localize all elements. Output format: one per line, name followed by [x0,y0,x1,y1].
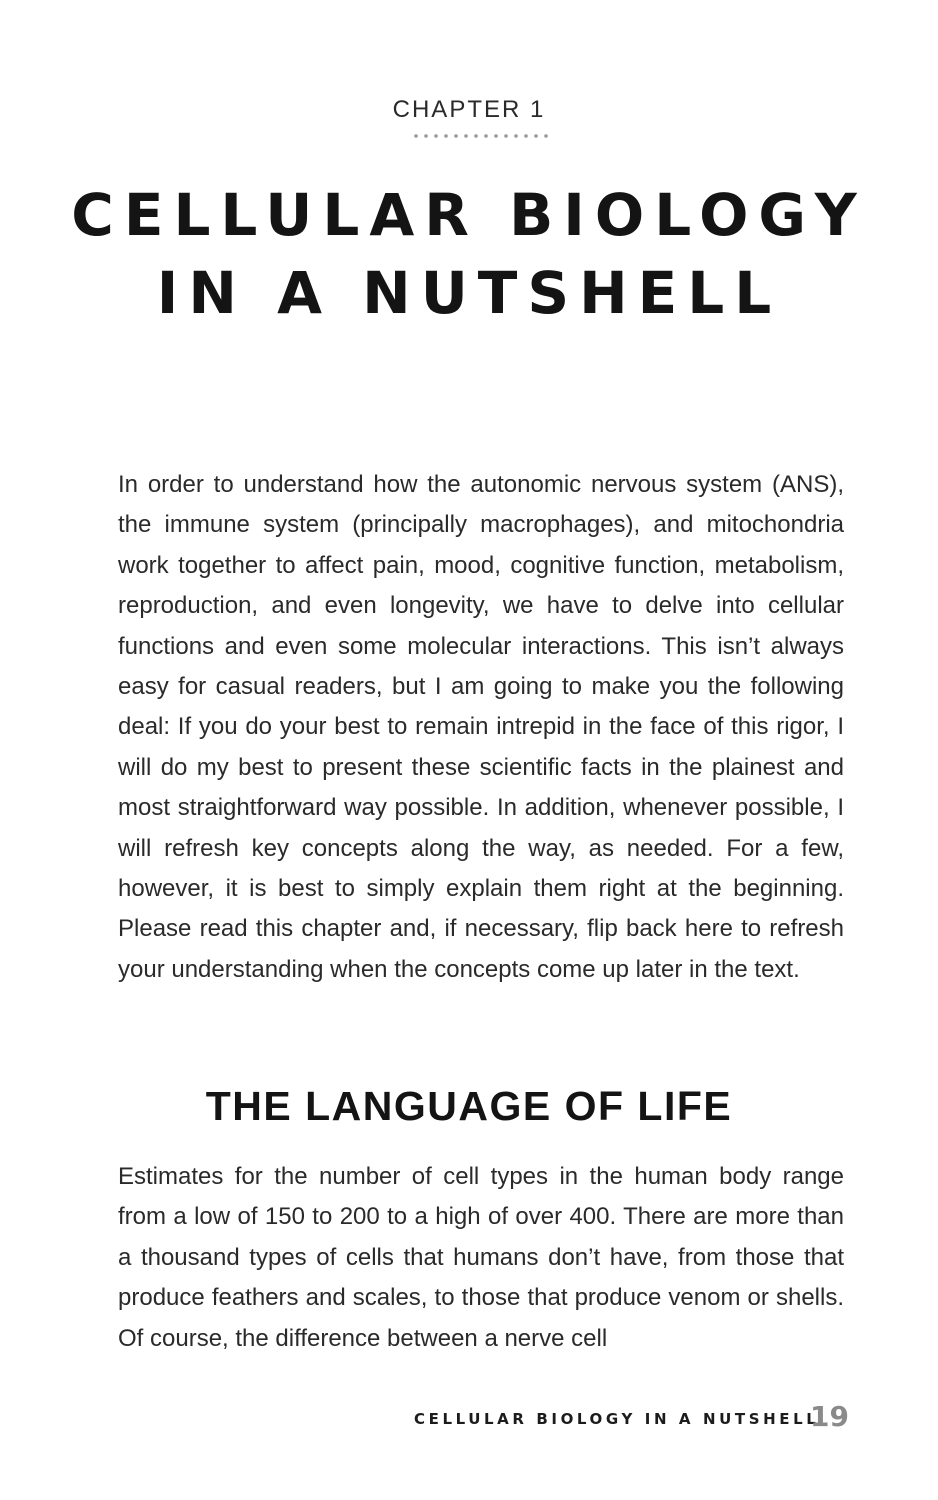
footer-running-title: CELLULAR BIOLOGY IN A NUTSHELL [414,1410,820,1428]
chapter-title-line-2: IN A NUTSHELL [156,259,782,327]
intro-paragraph: In order to understand how the autonomic nervous system (ANS), the immune system (principally macrophages), and mitochondria work together to affect pain, mood, cognitive function, metabolism, reproduction, and even longevity, we have to delve into cellular functions and even some molecular interactions. This isn’t always easy for casual readers, but I am going to make you the following deal: If you do your best to remain intrepid in the face of this rigor, I will do my best to present these scientific facts in the plainest and most straightforward way possible. In addition, whenever possible, I will refresh key concepts along the way, as needed. For a few, however, it is best to simply explain them right at the beginning. Please read this chapter and, if necessary, flip back here to refresh your understanding when the concepts come up later in the text. [118,471,844,983]
chapter-title-line-1: CELLULAR BIOLOGY [71,181,867,249]
section-heading: THE LANGUAGE OF LIFE [205,1083,733,1129]
page-number: 19 [810,1400,849,1433]
section-paragraph: Estimates for the number of cell types in the human body range from a low of 150 to 200 to a high of over 400. There are more than a thousand types of cells that humans don’t have, from those that produce feathers and scales, to those that produce venom or shells. Of course, the difference between a nerve cell [118,1163,844,1352]
chapter-title [0,176,938,332]
chapter-label: CHAPTER 1 [392,96,546,123]
chapter-dotted-divider [411,133,551,139]
